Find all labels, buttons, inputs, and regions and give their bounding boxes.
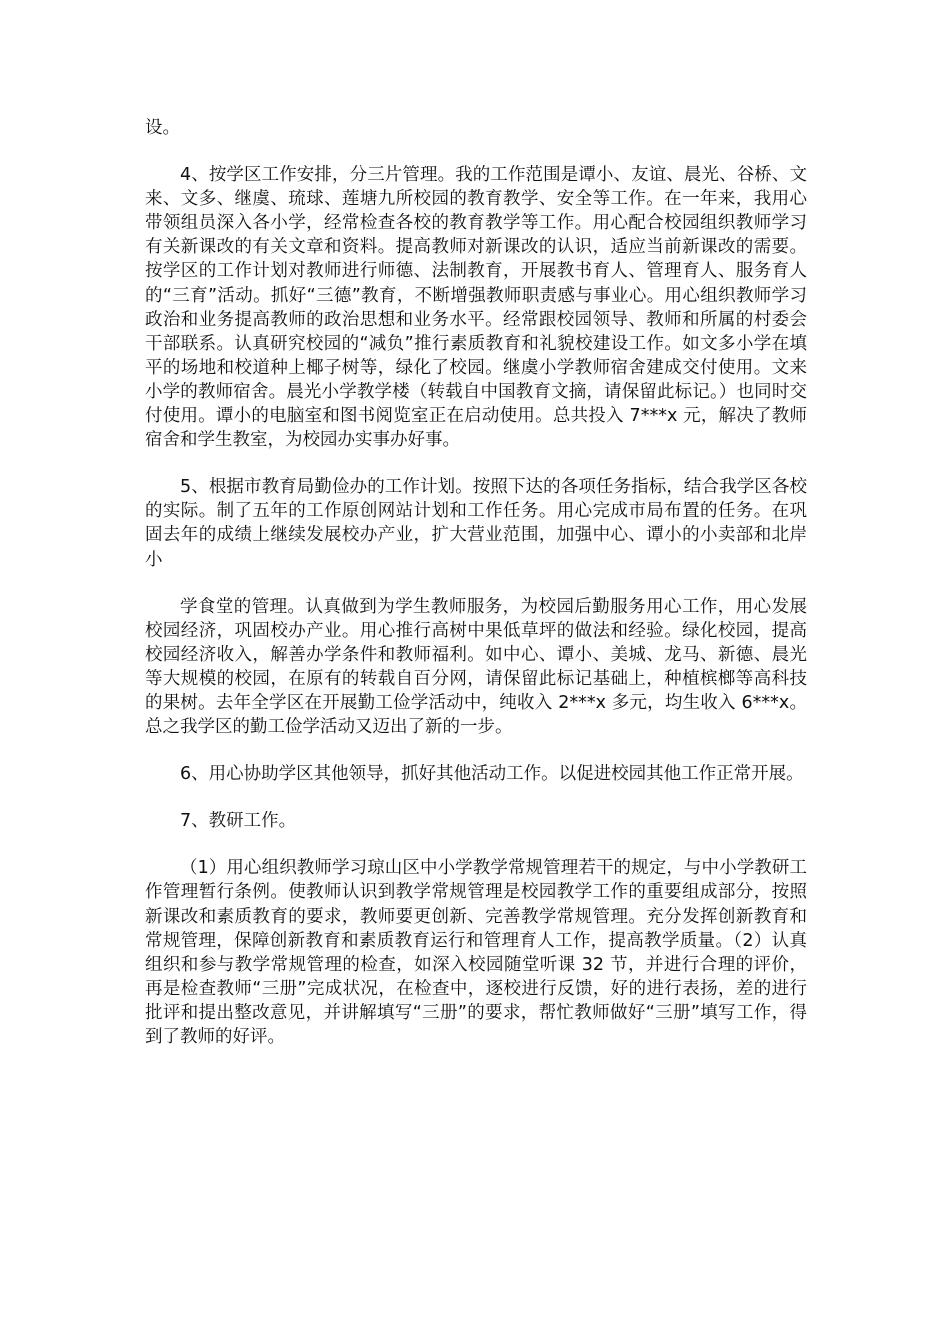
paragraph-item-5-continued: 学食堂的管理。认真做到为学生教师服务，为校园后勤服务用心工作，用心发展校园经济，巩固校办产业。用心推行高树中果低草坪的做法和经验。绿化校园，提高校园经济收入，解善办学条件和教师福利。如中心、谭小、美城、龙马、新德、晨光等大规模的校园，在原有的转载自百分网，请保留此标记基础上，种植槟榔等高科技的果树。去年全学区在开展勤工俭学活动中，纯收入 2***x 多元，均生收入 6***x。总之我学区的勤工俭学活动又迈出了新的一步。 (145, 596, 807, 738)
paragraph-item-7-heading: 7、教研工作。 (180, 811, 297, 832)
document-page (145, 116, 807, 1072)
paragraph-item-7-body: （1）用心组织教师学习琼山区中小学教学常规管理若干的规定，与中小学教研工作管理暂行条例。使教师认识到教学常规管理是校园教学工作的重要组成部分，按照新课改和素质教育的要求，教师要更创新、完善教学常规管理。充分发挥创新教育和常规管理，保障创新教育和素质教育运行和管理育人工作，提高教学质量。（2）认真组织和参与教学常规管理的检查，如深入校园随堂听课 32 节，并进行合理的评价，再是检查教师“三册”完成状况，在检查中，逐校进行反馈，好的进行表扬，差的进行批评和提出整改意见，并讲解填写“三册”的要求，帮忙教师做好“三册”填写工作，得到了教师的好评。 (145, 858, 807, 1047)
paragraph-item-6: 6、用心协助学区其他领导，抓好其他活动工作。以促进校园其他工作正常开展。 (180, 764, 804, 785)
paragraph-item-5: 5、根据市教育局勤俭办的工作计划。按照下达的各项任务指标，结合我学区各校的实际。制了五年的工作原创网站计划和工作任务。用心完成市局布置的任务。在巩固去年的成绩上继续发展校办产业，扩大营业范围，加强中心、谭小的小卖部和北岸小 (145, 477, 807, 570)
paragraph-item-4: 4、按学区工作安排，分三片管理。我的工作范围是谭小、友谊、晨光、谷桥、文来、文多、继虞、琉球、莲塘九所校园的教育教学、安全等工作。在一年来，我用心带领组员深入各小学，经常检查各校的教育教学等工作。用心配合校园组织教师学习有关新课改的有关文章和资料。提高教师对新课改的认识，适应当前新课改的需要。按学区的工作计划对教师进行师德、法制教育，开展教书育人、管理育人、服务育人的“三育”活动。抓好“三德”教育，不断增强教师职责感与事业心。用心组织教师学习政治和业务提高教师的政治思想和业务水平。经常跟校园领导、教师和所属的村委会干部联系。认真研究校园的“减负”推行素质教育和礼貌校建设工作。如文多小学在填平的场地和校道种上椰子树等，绿化了校园。继虞小学教师宿舍建成交付使用。文来小学的教师宿舍。晨光小学教学楼（转载自中国教育文摘，请保留此标记。）也同时交付使用。谭小的电脑室和图书阅览室正在启动使用。总共投入 7***x 元，解决了教师宿舍和学生教室，为校园办实事办好事。 (145, 165, 807, 451)
paragraph-continuation: 设。 (145, 118, 180, 138)
